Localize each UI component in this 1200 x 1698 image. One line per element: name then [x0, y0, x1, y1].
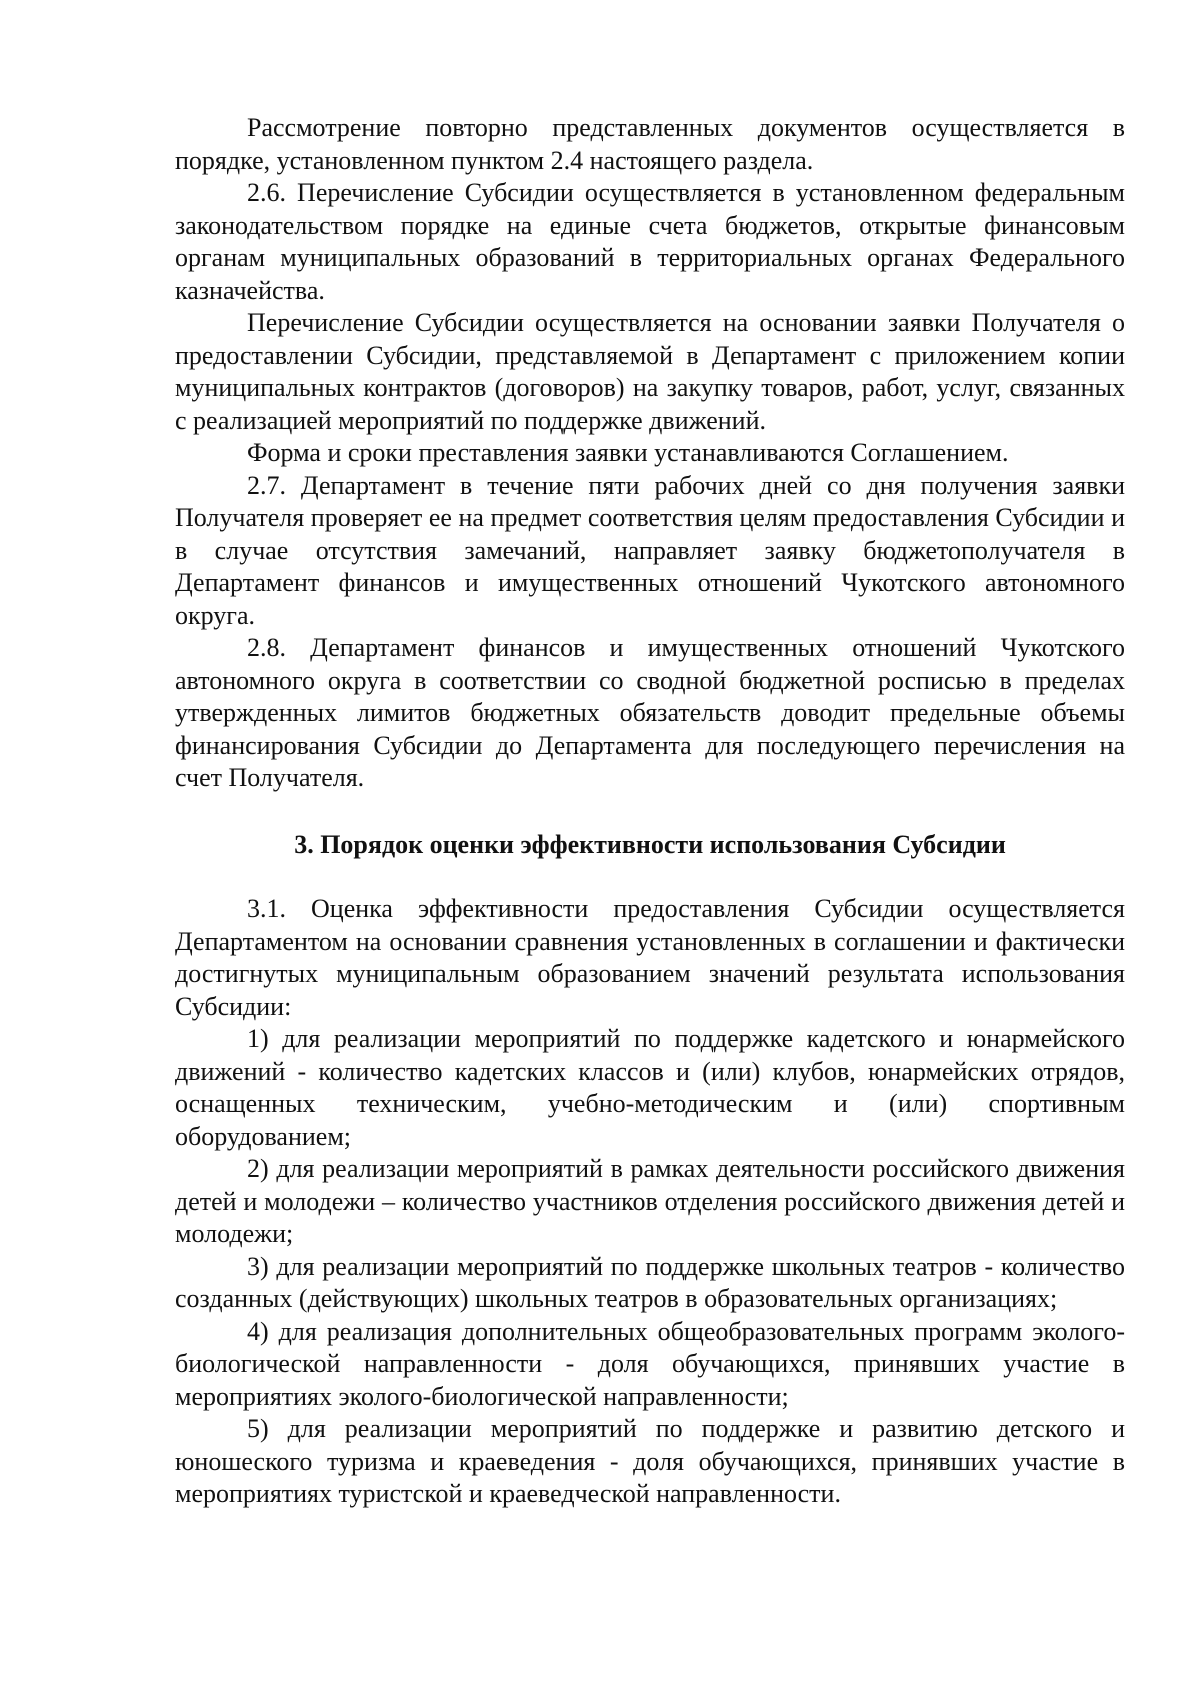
list-item-3: 3) для реализации мероприятий по поддержке школьных театров - количество созданных (действующих) школьных театров в образовательных организациях; — [175, 1251, 1125, 1313]
list-item-2: 2) для реализации мероприятий в рамках деятельности российского движения детей и молодежи – количество участников отделения российского движения детей и молодежи; — [175, 1154, 1125, 1248]
list-item-5: 5) для реализации мероприятий по поддержке и развитию детского и юношеского туризма и краеведения - доля обучающихся, принявших участие в мероприятиях туристской и краеведческой направленности. — [175, 1414, 1125, 1508]
list-item-4: 4) для реализация дополнительных общеобразовательных программ эколого-биологической направленности - доля обучающихся, принявших участие в мероприятиях эколого-биологической направленности; — [175, 1316, 1125, 1411]
paragraph-review-resubmitted: Рассмотрение повторно представленных документов осуществляется в порядке, установленном пунктом 2.4 настоящего раздела. — [175, 113, 1125, 175]
paragraph-2-7: 2.7. Департамент в течение пяти рабочих дней со дня получения заявки Получателя проверяет ее на предмет соответствия целям предоставления Субсидии и в случае отсутствия замечаний, направляет заявку бюджетополучателя в Департамент финансов и имущественных отношений Чукотского автономного округа. — [175, 470, 1125, 630]
paragraph-application-form: Форма и сроки преставления заявки устанавливаются Соглашением. — [247, 438, 1009, 467]
paragraph-transfer-basis: Перечисление Субсидии осуществляется на основании заявки Получателя о предоставлении Субсидии, представляемой в Департамент с приложением копии муниципальных контрактов (договоров) на закупку товаров, работ, услуг, связанных с реализацией мероприятий по поддержке движений. — [175, 308, 1125, 435]
paragraph-2-8: 2.8. Департамент финансов и имущественных отношений Чукотского автономного округа в соответствии со сводной бюджетной росписью в пределах утвержденных лимитов бюджетных обязательств доводит предельные объемы финансирования Субсидии до Департамента для последующего перечисления на счет Получателя. — [175, 633, 1125, 792]
section-3-heading: 3. Порядок оценки эффективности использования Субсидии — [294, 829, 1006, 859]
list-item-1: 1) для реализации мероприятий по поддержке кадетского и юнармейского движений - количество кадетских классов и (или) клубов, юнармейских отрядов, оснащенных техническим, учебно-методическим и (или) спортивным оборудованием; — [175, 1024, 1125, 1151]
paragraph-2-6: 2.6. Перечисление Субсидии осуществляется в установленном федеральным законодательством порядке на единые счета бюджетов, открытые финансовым органам муниципальных образований в территориальных органах Федерального казначейства. — [175, 178, 1125, 305]
document-page — [175, 112, 1125, 1511]
paragraph-3-1: 3.1. Оценка эффективности предоставления Субсидии осуществляется Департаментом на основании сравнения установленных в соглашении и фактически достигнутых муниципальным образованием значений результата использования Субсидии: — [175, 894, 1125, 1021]
